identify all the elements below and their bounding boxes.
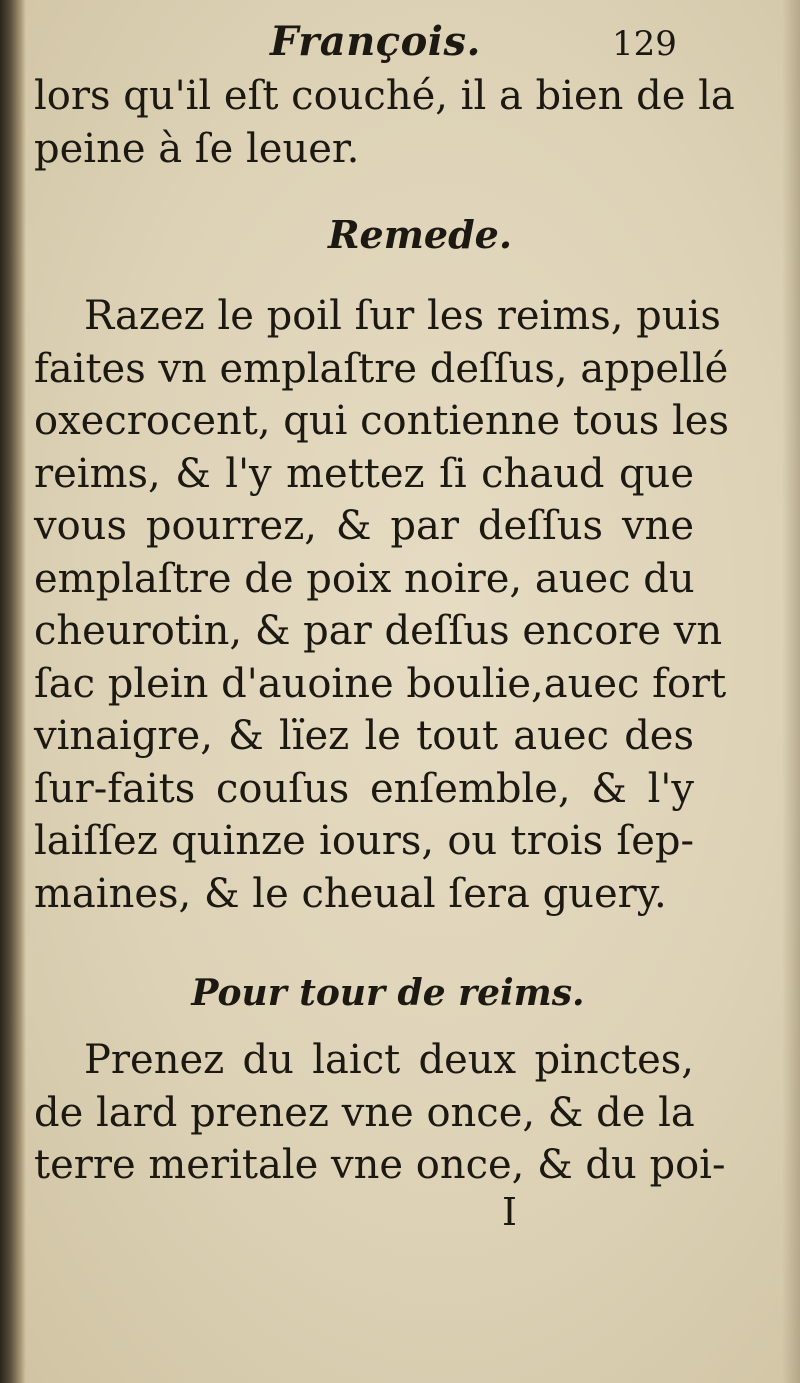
text-line: ſac plein d'auoine boulie,auec fort	[34, 660, 727, 707]
text-line: lors qu'il eſt couché, il a bien de la	[34, 73, 735, 119]
running-head-title: François.	[270, 18, 481, 65]
text-line: vinaigre, & lïez le tout auec des	[34, 713, 694, 759]
text-line: Razez le poil ſur les reims, puis	[84, 293, 721, 339]
text-line: terre meritale vne once, & du poi-	[34, 1142, 726, 1188]
text-line: faites vn emplaſtre deſſus, appellé	[34, 345, 729, 392]
signature-mark: I	[502, 1190, 518, 1234]
text-line: cheurotin, & par deſſus encore vn	[34, 608, 723, 654]
text-line: ſur-faits couſus enſemble, & l'y	[34, 765, 694, 812]
paragraph-remedy	[34, 290, 729, 920]
section-heading-pour-tour-de-reims: Pour tour de reims.	[191, 972, 585, 1014]
text-line: vous pourrez, & par deſſus vne	[34, 503, 694, 549]
page-number: 129	[612, 24, 677, 64]
binding-gutter	[0, 0, 26, 1383]
text-line: de lard prenez vne once, & de la	[34, 1089, 695, 1136]
page-edge-shadow	[782, 0, 800, 1383]
paragraph-recipe	[34, 1034, 726, 1192]
text-line: Prenez du laict deux pinctes,	[84, 1037, 694, 1083]
text-line: oxecrocent, qui contienne tous les	[34, 398, 729, 444]
paragraph-continued	[34, 70, 735, 175]
section-heading-remede: Remede.	[327, 212, 513, 257]
text-line: reims, & l'y mettez ſi chaud que	[34, 450, 694, 497]
text-line: emplaſtre de poix noire, auec du	[34, 555, 695, 602]
text-line: laiſſez quinze iours, ou trois ſep-	[34, 818, 694, 864]
text-line: maines, & le cheual ſera guery.	[34, 870, 667, 917]
running-head	[0, 8, 800, 68]
text-line: peine à ſe leuer.	[34, 125, 360, 172]
